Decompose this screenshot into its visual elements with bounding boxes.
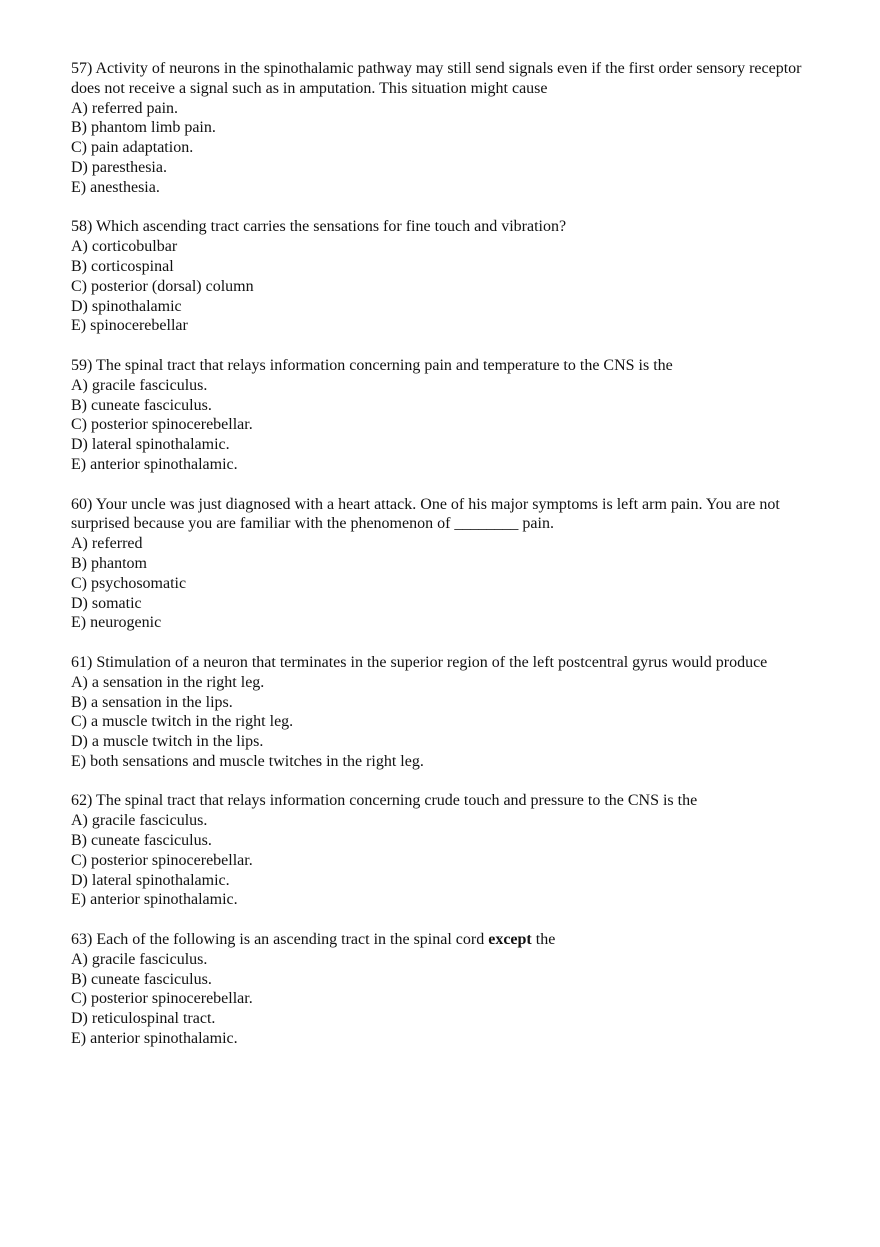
question-text: Activity of neurons in the spinothalamic pathway may still send signals even if the first order sensory receptor does not receive a signal such as in amputation. This situation might cause xyxy=(71,60,802,97)
question-text-end: the xyxy=(535,931,556,949)
answer-option: D) a muscle twitch in the lips. xyxy=(71,733,264,751)
answer-option: C) posterior spinocerebellar. xyxy=(71,851,253,869)
question-number: 60) xyxy=(71,495,93,513)
answer-option: C) pain adaptation. xyxy=(71,139,194,157)
question-text: Which ascending tract carries the sensations for fine touch and vibration? xyxy=(96,218,567,236)
answer-option: A) gracile fasciculus. xyxy=(71,376,208,394)
question-text: Each of the following is an ascending tract in the spinal cord xyxy=(96,931,485,949)
answer-option: D) lateral spinothalamic. xyxy=(71,871,230,889)
answer-option: E) neurogenic xyxy=(71,614,162,632)
answer-option: C) psychosomatic xyxy=(71,574,187,592)
question-stem xyxy=(71,930,809,950)
answer-option: B) cuneate fasciculus. xyxy=(71,396,212,414)
answer-option: D) spinothalamic xyxy=(71,297,182,315)
question-number: 61) xyxy=(71,653,93,671)
question-59 xyxy=(71,356,809,475)
question-text: The spinal tract that relays information concerning crude touch and pressure to the CNS is the xyxy=(96,792,698,810)
question-stem xyxy=(71,791,809,811)
question-62 xyxy=(71,791,809,910)
answer-option: A) corticobulbar xyxy=(71,238,178,256)
document-page xyxy=(71,59,809,1069)
question-stem xyxy=(71,495,809,535)
answer-option: D) paresthesia. xyxy=(71,158,167,176)
answer-option: B) a sensation in the lips. xyxy=(71,693,233,711)
answer-option: A) referred pain. xyxy=(71,99,179,117)
answer-option: C) posterior spinocerebellar. xyxy=(71,990,253,1008)
answer-option: C) posterior (dorsal) column xyxy=(71,277,254,295)
question-number: 59) xyxy=(71,356,93,374)
question-stem xyxy=(71,356,809,376)
question-57 xyxy=(71,59,809,198)
answer-option: C) posterior spinocerebellar. xyxy=(71,416,253,434)
answer-option: B) phantom limb pain. xyxy=(71,119,216,137)
question-number: 63) xyxy=(71,931,93,949)
answer-option: A) gracile fasciculus. xyxy=(71,950,208,968)
question-text: The spinal tract that relays information concerning pain and temperature to the CNS is the xyxy=(96,356,673,374)
answer-option: D) somatic xyxy=(71,594,142,612)
answer-option: B) corticospinal xyxy=(71,257,174,275)
answer-option: E) anterior spinothalamic. xyxy=(71,891,238,909)
answer-option: E) anesthesia. xyxy=(71,178,160,196)
answer-option: C) a muscle twitch in the right leg. xyxy=(71,713,294,731)
question-text: Stimulation of a neuron that terminates in the superior region of the left postcentral gyrus would produce xyxy=(96,653,768,671)
question-number: 62) xyxy=(71,792,93,810)
question-stem xyxy=(71,217,809,237)
answer-option: B) cuneate fasciculus. xyxy=(71,970,212,988)
question-text: Your uncle was just diagnosed with a heart attack. One of his major symptoms is left arm pain. You are not surprised because you are familiar with the phenomenon of ________ pain. xyxy=(71,495,780,533)
answer-option: E) both sensations and muscle twitches in the right leg. xyxy=(71,752,424,770)
answer-option: E) anterior spinothalamic. xyxy=(71,455,238,473)
answer-option: A) gracile fasciculus. xyxy=(71,812,208,830)
answer-option: E) spinocerebellar xyxy=(71,317,188,335)
question-60 xyxy=(71,495,809,634)
question-stem xyxy=(71,59,809,99)
answer-option: A) referred xyxy=(71,535,143,553)
question-63 xyxy=(71,930,809,1049)
emphasis-text: except xyxy=(488,931,532,949)
answer-option: B) cuneate fasciculus. xyxy=(71,832,212,850)
answer-option: D) lateral spinothalamic. xyxy=(71,436,230,454)
answer-option: D) reticulospinal tract. xyxy=(71,1010,216,1028)
answer-option: A) a sensation in the right leg. xyxy=(71,673,265,691)
question-number: 57) xyxy=(71,60,93,77)
question-58 xyxy=(71,217,809,336)
question-stem xyxy=(71,653,809,673)
question-number: 58) xyxy=(71,218,93,236)
question-61 xyxy=(71,653,809,772)
answer-option: E) anterior spinothalamic. xyxy=(71,1030,238,1048)
answer-option: B) phantom xyxy=(71,554,147,572)
